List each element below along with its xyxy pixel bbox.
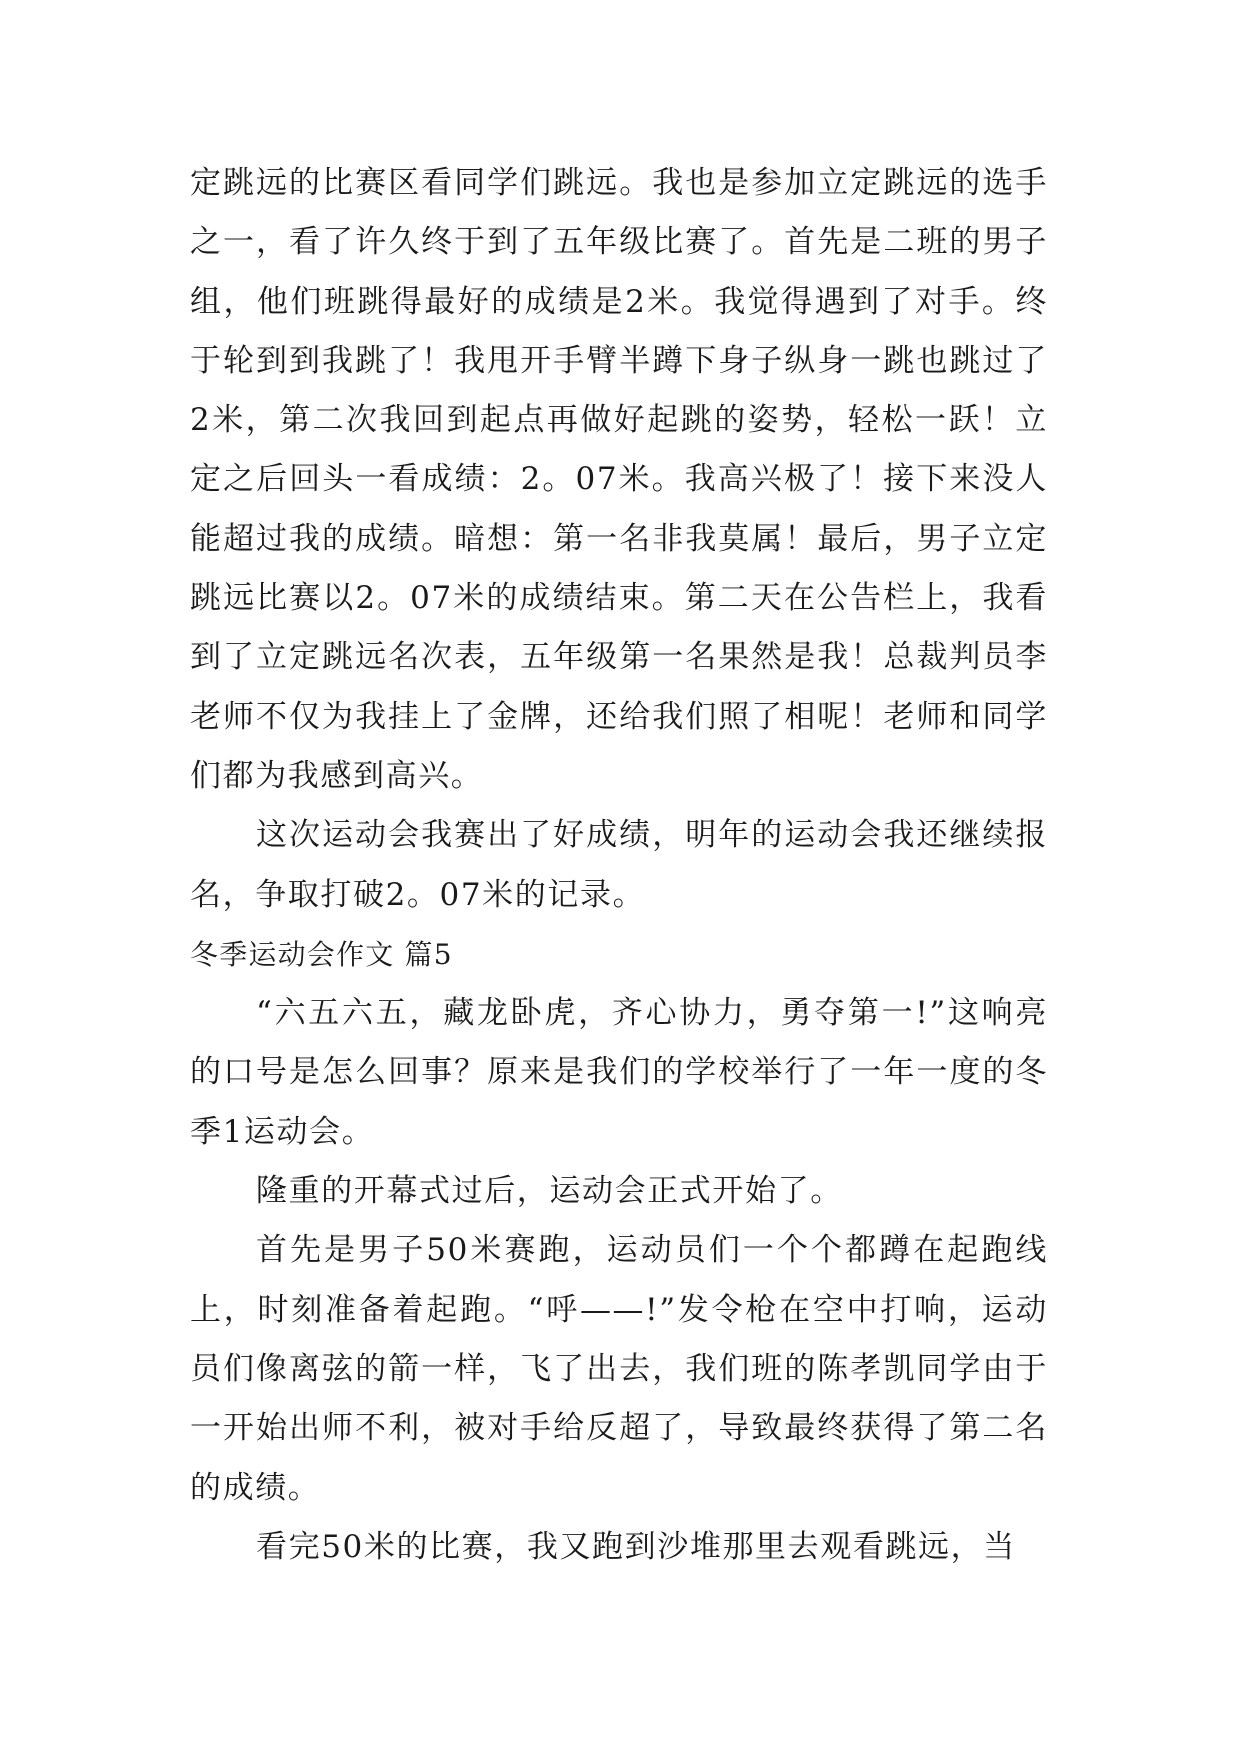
document-body bbox=[190, 154, 1048, 1577]
paragraph-conclusion: 这次运动会我赛出了好成绩，明年的运动会我还继续报名，争取打破2。07米的记录。 bbox=[190, 817, 1048, 913]
paragraph-continuation: 定跳远的比赛区看同学们跳远。我也是参加立定跳远的选手之一，看了许久终于到了五年级比赛了。首先是二班的男子组，他们班跳得最好的成绩是2米。我觉得遇到了对手。终于轮到到我跳了！我甩开手臂半蹲下身子纵身一跳也跳过了2米，第二次我回到起点再做好起跳的姿势，轻松一跃！立定之后回头一看成绩：2。07米。我高兴极了！接下来没人能超过我的成绩。暗想：第一名非我莫属！最后，男子立定跳远比赛以2。07米的成绩结束。第二天在公告栏上，我看到了立定跳远名次表，五年级第一名果然是我！总裁判员李老师不仅为我挂上了金牌，还给我们照了相呢！老师和同学们都为我感到高兴。 bbox=[190, 165, 1048, 794]
paragraph-50m-race: 首先是男子50米赛跑，运动员们一个个都蹲在起跑线上，时刻准备着起跑。“呼——!”发令枪在空中打响，运动员们像离弦的箭一样，飞了出去，我们班的陈孝凯同学由于一开始出师不利，被对手给反超了，导致最终获得了第二名的成绩。 bbox=[190, 1232, 1048, 1506]
paragraph-slogan: “六五六五，藏龙卧虎，齐心协力，勇夺第一!”这响亮的口号是怎么回事？原来是我们的学校举行了一年一度的冬季1运动会。 bbox=[190, 995, 1048, 1150]
essay-heading: 冬季运动会作文 篇5 bbox=[190, 937, 453, 971]
paragraph-opening-ceremony: 隆重的开幕式过后，运动会正式开始了。 bbox=[256, 1173, 843, 1210]
paragraph-long-jump: 看完50米的比赛，我又跑到沙堆那里去观看跳远，当 bbox=[256, 1528, 1016, 1565]
